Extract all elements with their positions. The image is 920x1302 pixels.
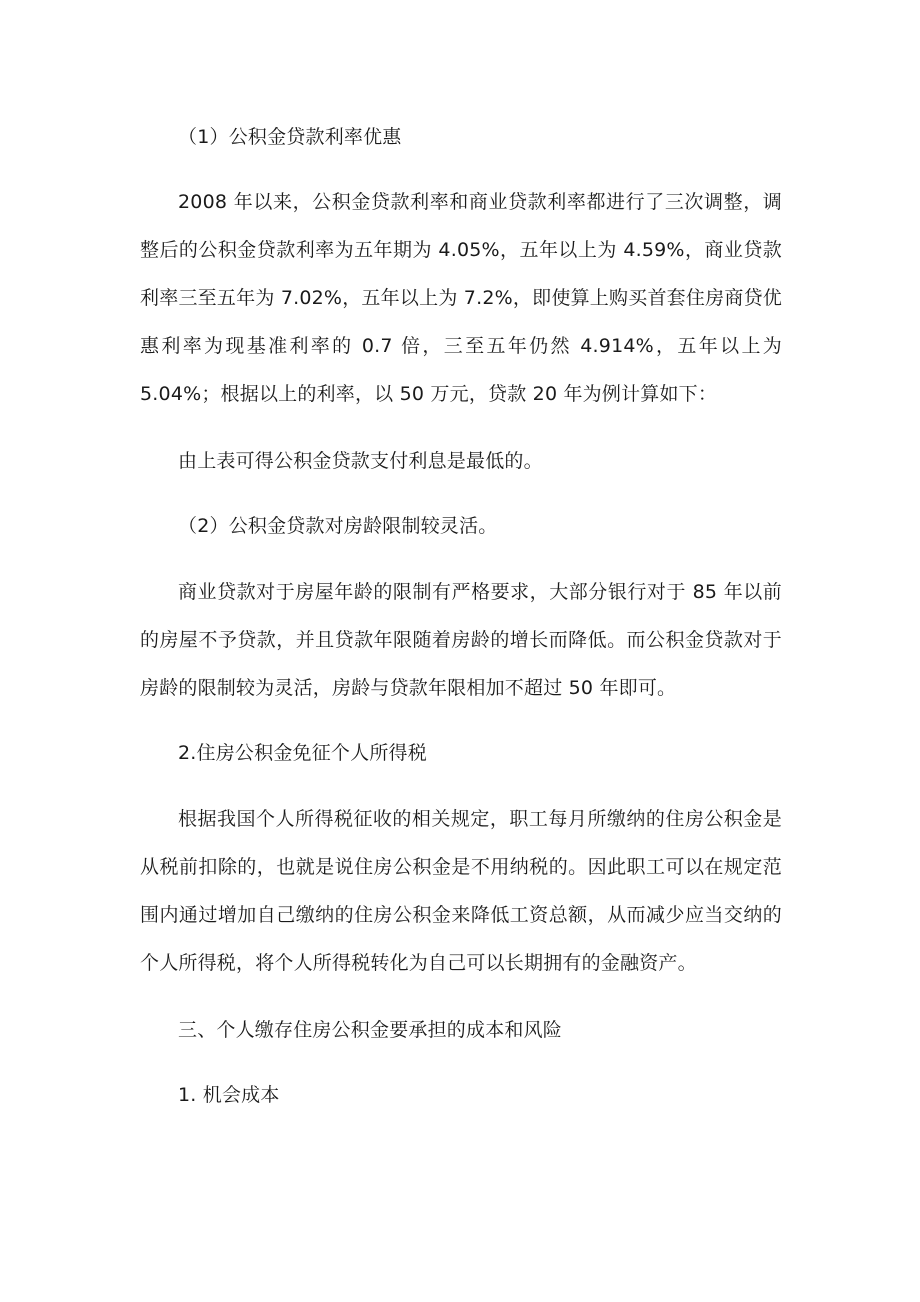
heading-costs-and-risks: 三、个人缴存住房公积金要承担的成本和风险 (178, 1019, 563, 1041)
paragraph-interest-rates: 2008 年以来，公积金贷款利率和商业贷款利率都进行了三次调整，调整后的公积金贷款利率为五年期为 4.05%，五年以上为 4.59%，商业贷款利率三至五年为 7.02%，五年以上为 7.2%，即使算上购买首套住房商贷优惠利率为现基准利率的 0.7 倍，三至五年仍然 4.914%，五年以上为 5.04%；根据以上的利率，以 50 万元，贷款 20 年为例计算如下： (140, 191, 782, 405)
heading-loan-rate-advantage: （1）公积金贷款利率优惠 (178, 126, 402, 148)
heading-opportunity-cost: 1. 机会成本 (178, 1084, 280, 1106)
paragraph-tax-exemption: 根据我国个人所得税征收的相关规定，职工每月所缴纳的住房公积金是从税前扣除的，也就是说住房公积金是不用纳税的。因此职工可以在规定范围内通过增加自己缴纳的住房公积金来降低工资总额，从而减少应当交纳的个人所得税，将个人所得税转化为自己可以长期拥有的金融资产。 (140, 808, 782, 974)
heading-tax-exemption: 2.住房公积金免征个人所得税 (178, 742, 427, 764)
paragraph-lowest-interest: 由上表可得公积金贷款支付利息是最低的。 (178, 450, 543, 472)
paragraph-house-age-limits: 商业贷款对于房屋年龄的限制有严格要求，大部分银行对于 85 年以前的房屋不予贷款，并且贷款年限随着房龄的增长而降低。而公积金贷款对于房龄的限制较为灵活，房龄与贷款年限相加不超过 50 年即可。 (140, 581, 782, 699)
heading-house-age-flexibility: （2）公积金贷款对房龄限制较灵活。 (178, 515, 498, 537)
